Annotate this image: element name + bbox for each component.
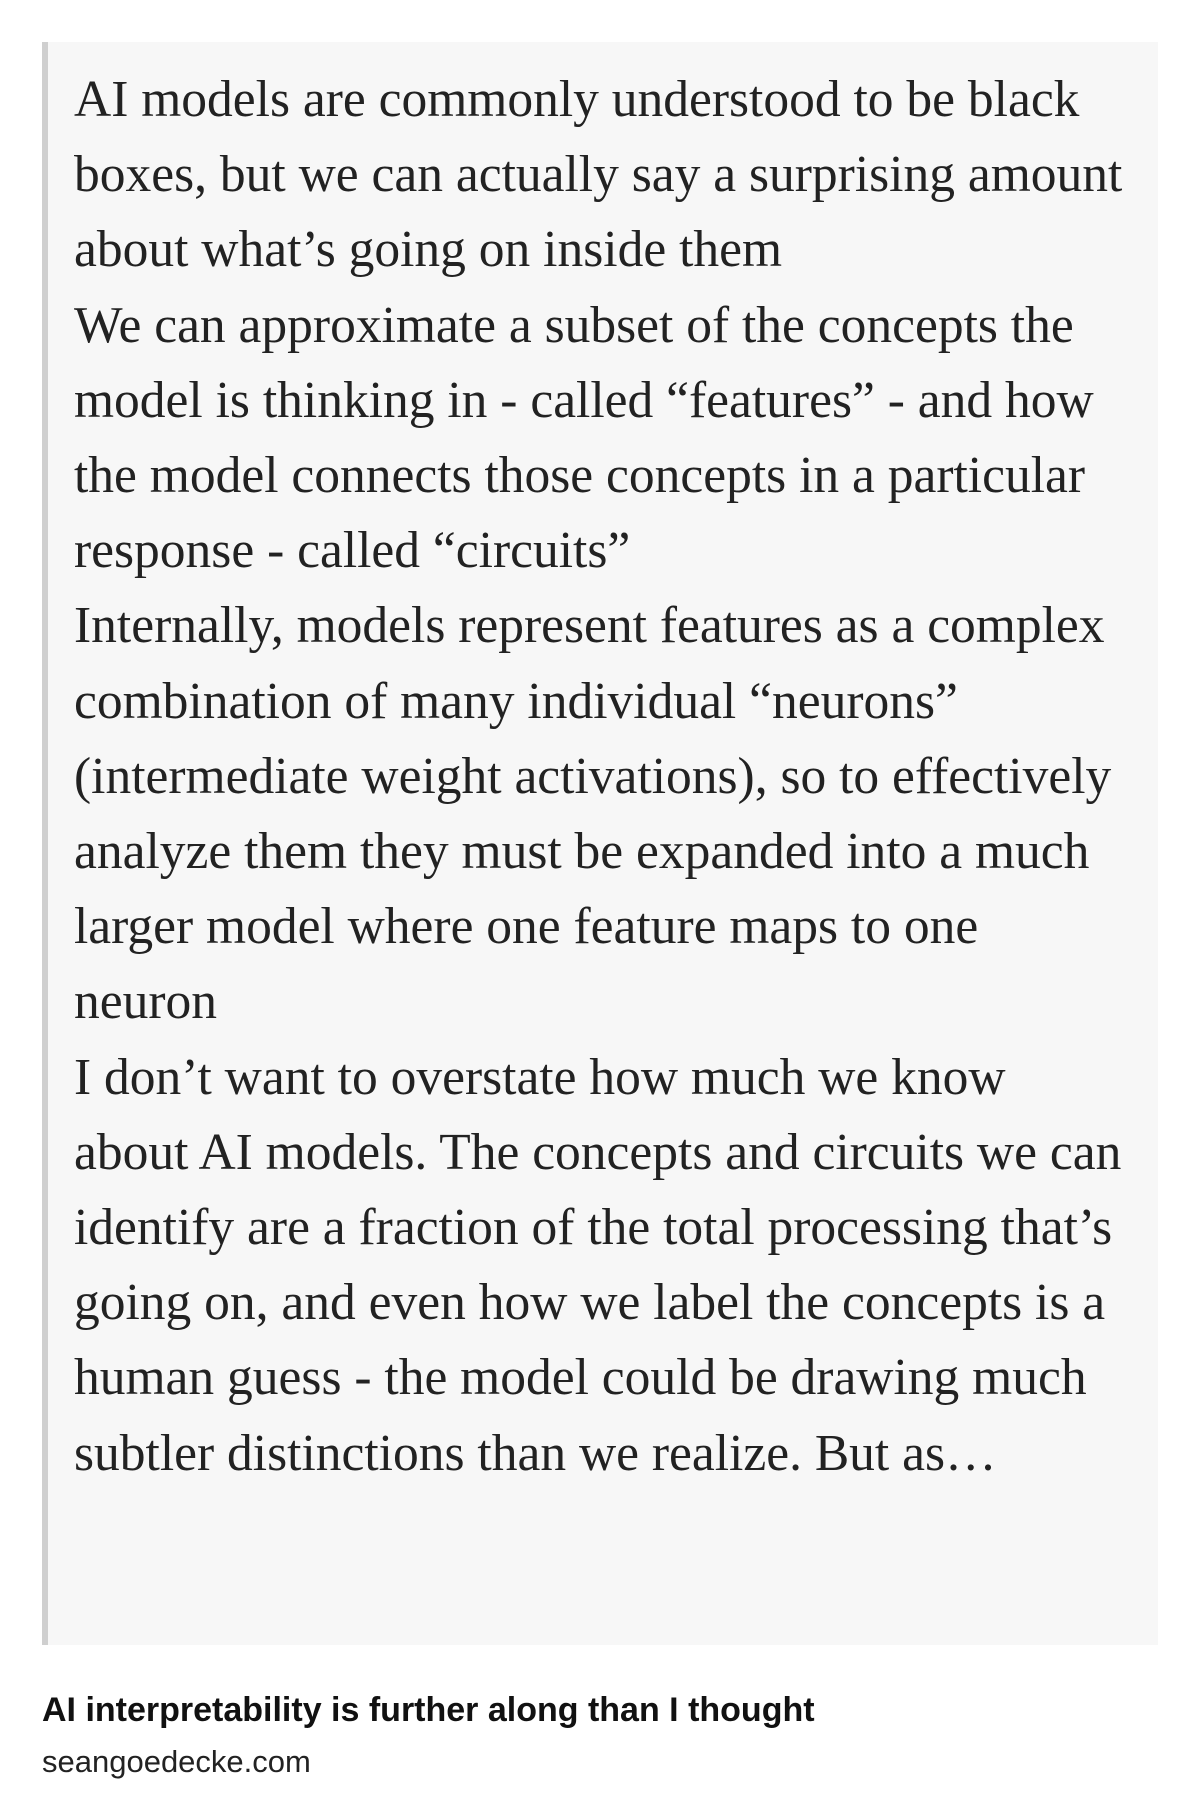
quote-block	[42, 42, 1158, 1645]
link-title[interactable]: AI interpretability is further along than I thought	[42, 1691, 815, 1729]
link-domain[interactable]: seangoedecke.com	[42, 1744, 311, 1779]
quote-paragraph-4: I don’t want to overstate how much we know about AI models. The concepts and circuits we can identify are a fraction of the total processing that’s going on, and even how we label the concepts is a human guess - the model could be drawing much subtler distinctions than we realize. But as…	[74, 1048, 1122, 1482]
quote-paragraph-2: We can approximate a subset of the concepts the model is thinking in - called “features” - and how the model connects those concepts in a particular response - called “circuits”	[74, 296, 1094, 580]
quote-paragraph-3: Internally, models represent features as a complex combination of many individual “neurons” (intermediate weight activations), so to effectively analyze them they must be expanded into a much larger model where one feature maps to one neuron	[74, 597, 1112, 1031]
quote-paragraph-1: AI models are commonly understood to be black boxes, but we can actually say a surprising amount about what’s going on inside them	[74, 71, 1123, 279]
